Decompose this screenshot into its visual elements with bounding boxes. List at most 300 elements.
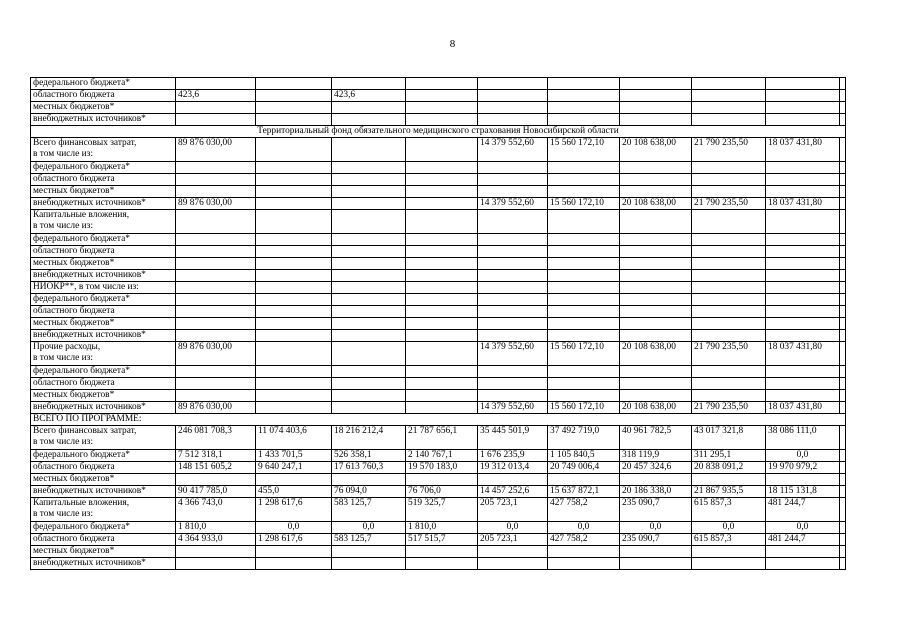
value-cell: 18 037 431,80 bbox=[766, 138, 840, 162]
value-cell: 427 758,2 bbox=[548, 498, 620, 522]
value-cell bbox=[766, 366, 840, 378]
value-cell bbox=[176, 174, 256, 186]
value-cell bbox=[478, 78, 548, 90]
value-cell bbox=[766, 90, 840, 102]
value-cell bbox=[766, 210, 840, 234]
table-row bbox=[31, 282, 846, 294]
table-row bbox=[31, 246, 846, 258]
table-row bbox=[31, 342, 846, 366]
value-cell bbox=[692, 210, 766, 234]
value-cell bbox=[478, 366, 548, 378]
value-cell bbox=[332, 102, 406, 114]
value-cell bbox=[840, 558, 846, 570]
value-cell: 15 560 172,10 bbox=[548, 198, 620, 210]
value-cell bbox=[548, 546, 620, 558]
value-cell bbox=[332, 138, 406, 162]
value-cell bbox=[620, 78, 692, 90]
value-cell: 0,0 bbox=[766, 522, 840, 534]
value-cell bbox=[332, 378, 406, 390]
row-label: внебюджетных источников* bbox=[31, 486, 176, 498]
value-cell: 205 723,1 bbox=[478, 534, 548, 546]
value-cell bbox=[548, 330, 620, 342]
value-cell bbox=[620, 282, 692, 294]
value-cell: 20 457 324,6 bbox=[620, 462, 692, 474]
value-cell bbox=[548, 114, 620, 126]
value-cell bbox=[840, 474, 846, 486]
value-cell bbox=[256, 270, 332, 282]
value-cell: 0,0 bbox=[478, 522, 548, 534]
value-cell bbox=[176, 78, 256, 90]
value-cell: 89 876 030,00 bbox=[176, 198, 256, 210]
table-row bbox=[31, 426, 846, 450]
table-row bbox=[31, 78, 846, 90]
row-label: областного бюджета bbox=[31, 90, 176, 102]
value-cell bbox=[406, 210, 478, 234]
value-cell bbox=[176, 546, 256, 558]
value-cell: 18 037 431,80 bbox=[766, 402, 840, 414]
value-cell bbox=[766, 474, 840, 486]
value-cell: 14 379 552,60 bbox=[478, 342, 548, 366]
value-cell bbox=[406, 258, 478, 270]
row-label: федерального бюджета* bbox=[31, 522, 176, 534]
value-cell: 21 790 235,50 bbox=[692, 198, 766, 210]
value-cell bbox=[620, 258, 692, 270]
value-cell: 18 216 212,4 bbox=[332, 426, 406, 450]
table-row bbox=[31, 270, 846, 282]
value-cell: 519 325,7 bbox=[406, 498, 478, 522]
value-cell bbox=[176, 234, 256, 246]
value-cell: 583 125,7 bbox=[332, 534, 406, 546]
value-cell: 20 749 006,4 bbox=[548, 462, 620, 474]
value-cell: 15 560 172,10 bbox=[548, 138, 620, 162]
value-cell bbox=[478, 282, 548, 294]
value-cell: 4 366 743,0 bbox=[176, 498, 256, 522]
value-cell bbox=[256, 138, 332, 162]
value-cell bbox=[332, 330, 406, 342]
value-cell bbox=[332, 546, 406, 558]
value-cell: 14 457 252,6 bbox=[478, 486, 548, 498]
value-cell bbox=[692, 474, 766, 486]
value-cell bbox=[256, 90, 332, 102]
value-cell bbox=[406, 234, 478, 246]
table-row bbox=[31, 210, 846, 234]
row-label: местных бюджетов* bbox=[31, 474, 176, 486]
value-cell bbox=[256, 546, 332, 558]
value-cell bbox=[478, 114, 548, 126]
value-cell bbox=[548, 318, 620, 330]
value-cell: 7 512 318,1 bbox=[176, 450, 256, 462]
value-cell bbox=[406, 474, 478, 486]
row-label: местных бюджетов* bbox=[31, 102, 176, 114]
value-cell bbox=[766, 282, 840, 294]
row-label: областного бюджета bbox=[31, 246, 176, 258]
value-cell bbox=[692, 234, 766, 246]
value-cell bbox=[692, 270, 766, 282]
value-cell bbox=[256, 186, 332, 198]
value-cell bbox=[840, 186, 846, 198]
value-cell bbox=[332, 174, 406, 186]
value-cell bbox=[840, 270, 846, 282]
table-row bbox=[31, 102, 846, 114]
value-cell bbox=[478, 174, 548, 186]
value-cell bbox=[620, 114, 692, 126]
value-cell bbox=[620, 390, 692, 402]
value-cell bbox=[256, 162, 332, 174]
value-cell: 2 140 767,1 bbox=[406, 450, 478, 462]
value-cell bbox=[176, 258, 256, 270]
value-cell bbox=[478, 258, 548, 270]
value-cell bbox=[256, 198, 332, 210]
value-cell: 481 244,7 bbox=[766, 498, 840, 522]
table-row bbox=[31, 174, 846, 186]
value-cell bbox=[548, 474, 620, 486]
value-cell bbox=[620, 210, 692, 234]
value-cell bbox=[256, 366, 332, 378]
value-cell bbox=[176, 474, 256, 486]
value-cell bbox=[256, 102, 332, 114]
value-cell: 20 108 638,00 bbox=[620, 198, 692, 210]
row-label: областного бюджета bbox=[31, 378, 176, 390]
value-cell bbox=[692, 558, 766, 570]
value-cell bbox=[406, 114, 478, 126]
value-cell bbox=[692, 330, 766, 342]
row-label: федерального бюджета* bbox=[31, 78, 176, 90]
value-cell bbox=[406, 102, 478, 114]
value-cell bbox=[766, 174, 840, 186]
value-cell bbox=[332, 282, 406, 294]
value-cell bbox=[766, 78, 840, 90]
row-label: внебюджетных источников* bbox=[31, 330, 176, 342]
value-cell bbox=[840, 318, 846, 330]
value-cell bbox=[332, 246, 406, 258]
value-cell bbox=[478, 390, 548, 402]
value-cell bbox=[548, 186, 620, 198]
value-cell bbox=[620, 306, 692, 318]
value-cell bbox=[840, 78, 846, 90]
value-cell bbox=[478, 270, 548, 282]
value-cell: 423,6 bbox=[332, 90, 406, 102]
value-cell bbox=[620, 294, 692, 306]
value-cell bbox=[256, 474, 332, 486]
value-cell bbox=[766, 114, 840, 126]
value-cell: 423,6 bbox=[176, 90, 256, 102]
value-cell bbox=[176, 306, 256, 318]
value-cell: 1 298 617,6 bbox=[256, 534, 332, 546]
value-cell: 89 876 030,00 bbox=[176, 138, 256, 162]
value-cell: 526 358,1 bbox=[332, 450, 406, 462]
table-row bbox=[31, 162, 846, 174]
value-cell bbox=[332, 114, 406, 126]
value-cell bbox=[766, 558, 840, 570]
value-cell bbox=[840, 90, 846, 102]
value-cell bbox=[840, 366, 846, 378]
table-row bbox=[31, 366, 846, 378]
value-cell bbox=[256, 114, 332, 126]
value-cell bbox=[406, 318, 478, 330]
value-cell: 21 790 235,50 bbox=[692, 342, 766, 366]
value-cell bbox=[548, 246, 620, 258]
value-cell bbox=[406, 162, 478, 174]
value-cell bbox=[840, 342, 846, 366]
row-label: федерального бюджета* bbox=[31, 234, 176, 246]
row-label: внебюджетных источников* bbox=[31, 198, 176, 210]
row-label: местных бюджетов* bbox=[31, 546, 176, 558]
budget-table bbox=[30, 77, 846, 570]
table-row bbox=[31, 126, 846, 138]
value-cell bbox=[256, 342, 332, 366]
table-row bbox=[31, 486, 846, 498]
table-row bbox=[31, 474, 846, 486]
value-cell bbox=[332, 162, 406, 174]
value-cell bbox=[692, 162, 766, 174]
table-row bbox=[31, 306, 846, 318]
value-cell: 19 312 013,4 bbox=[478, 462, 548, 474]
value-cell bbox=[478, 558, 548, 570]
row-label: местных бюджетов* bbox=[31, 186, 176, 198]
row-label: внебюджетных источников* bbox=[31, 270, 176, 282]
value-cell bbox=[692, 78, 766, 90]
value-cell bbox=[406, 78, 478, 90]
value-cell bbox=[692, 546, 766, 558]
value-cell bbox=[548, 294, 620, 306]
value-cell bbox=[406, 198, 478, 210]
value-cell bbox=[256, 378, 332, 390]
row-label: Прочие расходы, в том числе из: bbox=[31, 342, 176, 366]
row-label: местных бюджетов* bbox=[31, 258, 176, 270]
value-cell bbox=[692, 102, 766, 114]
value-cell: 235 090,7 bbox=[620, 534, 692, 546]
value-cell: 15 560 172,10 bbox=[548, 402, 620, 414]
row-label: федерального бюджета* bbox=[31, 162, 176, 174]
value-cell bbox=[840, 462, 846, 474]
value-cell: 615 857,3 bbox=[692, 498, 766, 522]
value-cell bbox=[406, 90, 478, 102]
value-cell: 9 640 247,1 bbox=[256, 462, 332, 474]
value-cell bbox=[478, 546, 548, 558]
value-cell bbox=[548, 270, 620, 282]
table-row bbox=[31, 546, 846, 558]
value-cell bbox=[548, 306, 620, 318]
value-cell bbox=[176, 318, 256, 330]
value-cell bbox=[176, 162, 256, 174]
value-cell bbox=[692, 174, 766, 186]
value-cell: 1 433 701,5 bbox=[256, 450, 332, 462]
value-cell bbox=[406, 174, 478, 186]
table-row bbox=[31, 534, 846, 546]
value-cell: 235 090,7 bbox=[620, 498, 692, 522]
value-cell bbox=[548, 78, 620, 90]
value-cell bbox=[692, 306, 766, 318]
value-cell bbox=[478, 210, 548, 234]
value-cell bbox=[692, 90, 766, 102]
value-cell bbox=[332, 186, 406, 198]
value-cell bbox=[840, 486, 846, 498]
value-cell bbox=[840, 390, 846, 402]
value-cell bbox=[692, 294, 766, 306]
value-cell: 21 787 656,1 bbox=[406, 426, 478, 450]
value-cell bbox=[478, 294, 548, 306]
value-cell: 0,0 bbox=[332, 522, 406, 534]
value-cell: 76 094,0 bbox=[332, 486, 406, 498]
table-row bbox=[31, 318, 846, 330]
value-cell bbox=[840, 114, 846, 126]
value-cell: 43 017 321,8 bbox=[692, 426, 766, 450]
value-cell bbox=[840, 330, 846, 342]
value-cell: 89 876 030,00 bbox=[176, 342, 256, 366]
value-cell bbox=[256, 294, 332, 306]
value-cell: 14 379 552,60 bbox=[478, 198, 548, 210]
value-cell: 90 417 785,0 bbox=[176, 486, 256, 498]
value-cell: 17 613 760,3 bbox=[332, 462, 406, 474]
value-cell: 14 379 552,60 bbox=[478, 402, 548, 414]
value-cell bbox=[406, 330, 478, 342]
value-cell bbox=[692, 378, 766, 390]
table-row bbox=[31, 114, 846, 126]
value-cell bbox=[620, 186, 692, 198]
value-cell bbox=[548, 162, 620, 174]
value-cell bbox=[548, 558, 620, 570]
value-cell bbox=[332, 402, 406, 414]
value-cell bbox=[406, 138, 478, 162]
table-row bbox=[31, 330, 846, 342]
value-cell: 427 758,2 bbox=[548, 534, 620, 546]
value-cell bbox=[256, 402, 332, 414]
value-cell: 1 810,0 bbox=[406, 522, 478, 534]
value-cell bbox=[332, 258, 406, 270]
value-cell bbox=[406, 378, 478, 390]
value-cell bbox=[478, 162, 548, 174]
row-label: Капитальные вложения, в том числе из: bbox=[31, 210, 176, 234]
row-label: внебюджетных источников* bbox=[31, 114, 176, 126]
value-cell bbox=[620, 234, 692, 246]
value-cell bbox=[766, 186, 840, 198]
value-cell bbox=[256, 558, 332, 570]
row-label: областного бюджета bbox=[31, 306, 176, 318]
value-cell: 615 857,3 bbox=[692, 534, 766, 546]
value-cell: 0,0 bbox=[256, 522, 332, 534]
value-cell bbox=[332, 234, 406, 246]
value-cell bbox=[406, 270, 478, 282]
row-label: местных бюджетов* bbox=[31, 318, 176, 330]
value-cell: 89 876 030,00 bbox=[176, 402, 256, 414]
value-cell bbox=[692, 246, 766, 258]
value-cell bbox=[406, 390, 478, 402]
value-cell bbox=[256, 390, 332, 402]
value-cell bbox=[256, 330, 332, 342]
row-label: областного бюджета bbox=[31, 462, 176, 474]
value-cell: 20 838 091,2 bbox=[692, 462, 766, 474]
value-cell bbox=[840, 498, 846, 522]
value-cell bbox=[620, 162, 692, 174]
row-label: Капитальные вложения, в том числе из: bbox=[31, 498, 176, 522]
value-cell: 318 119,9 bbox=[620, 450, 692, 462]
value-cell bbox=[332, 78, 406, 90]
value-cell: 517 515,7 bbox=[406, 534, 478, 546]
value-cell bbox=[692, 318, 766, 330]
value-cell bbox=[548, 258, 620, 270]
value-cell bbox=[176, 294, 256, 306]
value-cell bbox=[406, 558, 478, 570]
value-cell bbox=[692, 186, 766, 198]
value-cell bbox=[332, 210, 406, 234]
section-heading: Территориальный фонд обязательного медицинского страхования Новосибирской области bbox=[31, 126, 846, 138]
value-cell bbox=[620, 90, 692, 102]
value-cell: 21 790 235,50 bbox=[692, 138, 766, 162]
value-cell bbox=[620, 546, 692, 558]
value-cell: 18 037 431,80 bbox=[766, 198, 840, 210]
row-label: внебюджетных источников* bbox=[31, 558, 176, 570]
row-label: Всего финансовых затрат, в том числе из: bbox=[31, 138, 176, 162]
table-row bbox=[31, 402, 846, 414]
value-cell bbox=[620, 474, 692, 486]
value-cell bbox=[256, 282, 332, 294]
row-label: федерального бюджета* bbox=[31, 294, 176, 306]
value-cell bbox=[176, 282, 256, 294]
value-cell bbox=[332, 558, 406, 570]
value-cell: 40 961 782,5 bbox=[620, 426, 692, 450]
value-cell: 0,0 bbox=[766, 450, 840, 462]
value-cell bbox=[406, 186, 478, 198]
value-cell: 246 081 708,3 bbox=[176, 426, 256, 450]
value-cell bbox=[332, 474, 406, 486]
table-row bbox=[31, 90, 846, 102]
value-cell bbox=[620, 246, 692, 258]
value-cell bbox=[332, 270, 406, 282]
value-cell bbox=[478, 186, 548, 198]
value-cell: 1 298 617,6 bbox=[256, 498, 332, 522]
value-cell bbox=[548, 366, 620, 378]
value-cell bbox=[256, 78, 332, 90]
table-row bbox=[31, 258, 846, 270]
value-cell bbox=[840, 306, 846, 318]
value-cell: 18 115 131,8 bbox=[766, 486, 840, 498]
table-row bbox=[31, 414, 846, 426]
value-cell bbox=[692, 390, 766, 402]
value-cell bbox=[548, 390, 620, 402]
value-cell bbox=[548, 282, 620, 294]
value-cell bbox=[478, 234, 548, 246]
total-heading: ВСЕГО ПО ПРОГРАММЕ: bbox=[31, 414, 846, 426]
value-cell bbox=[548, 90, 620, 102]
value-cell bbox=[692, 282, 766, 294]
table-row bbox=[31, 462, 846, 474]
row-label: федерального бюджета* bbox=[31, 366, 176, 378]
value-cell bbox=[766, 246, 840, 258]
value-cell bbox=[766, 234, 840, 246]
value-cell bbox=[478, 330, 548, 342]
table-row bbox=[31, 450, 846, 462]
table-row bbox=[31, 138, 846, 162]
value-cell bbox=[176, 186, 256, 198]
value-cell: 20 186 338,0 bbox=[620, 486, 692, 498]
value-cell bbox=[478, 378, 548, 390]
value-cell: 455,0 bbox=[256, 486, 332, 498]
value-cell bbox=[840, 102, 846, 114]
value-cell bbox=[766, 258, 840, 270]
value-cell bbox=[840, 294, 846, 306]
table-row bbox=[31, 390, 846, 402]
value-cell bbox=[840, 234, 846, 246]
value-cell bbox=[406, 546, 478, 558]
value-cell bbox=[176, 210, 256, 234]
value-cell bbox=[692, 366, 766, 378]
value-cell bbox=[840, 378, 846, 390]
value-cell: 35 445 501,9 bbox=[478, 426, 548, 450]
value-cell bbox=[176, 246, 256, 258]
value-cell bbox=[840, 522, 846, 534]
value-cell bbox=[840, 402, 846, 414]
value-cell: 20 108 638,00 bbox=[620, 138, 692, 162]
